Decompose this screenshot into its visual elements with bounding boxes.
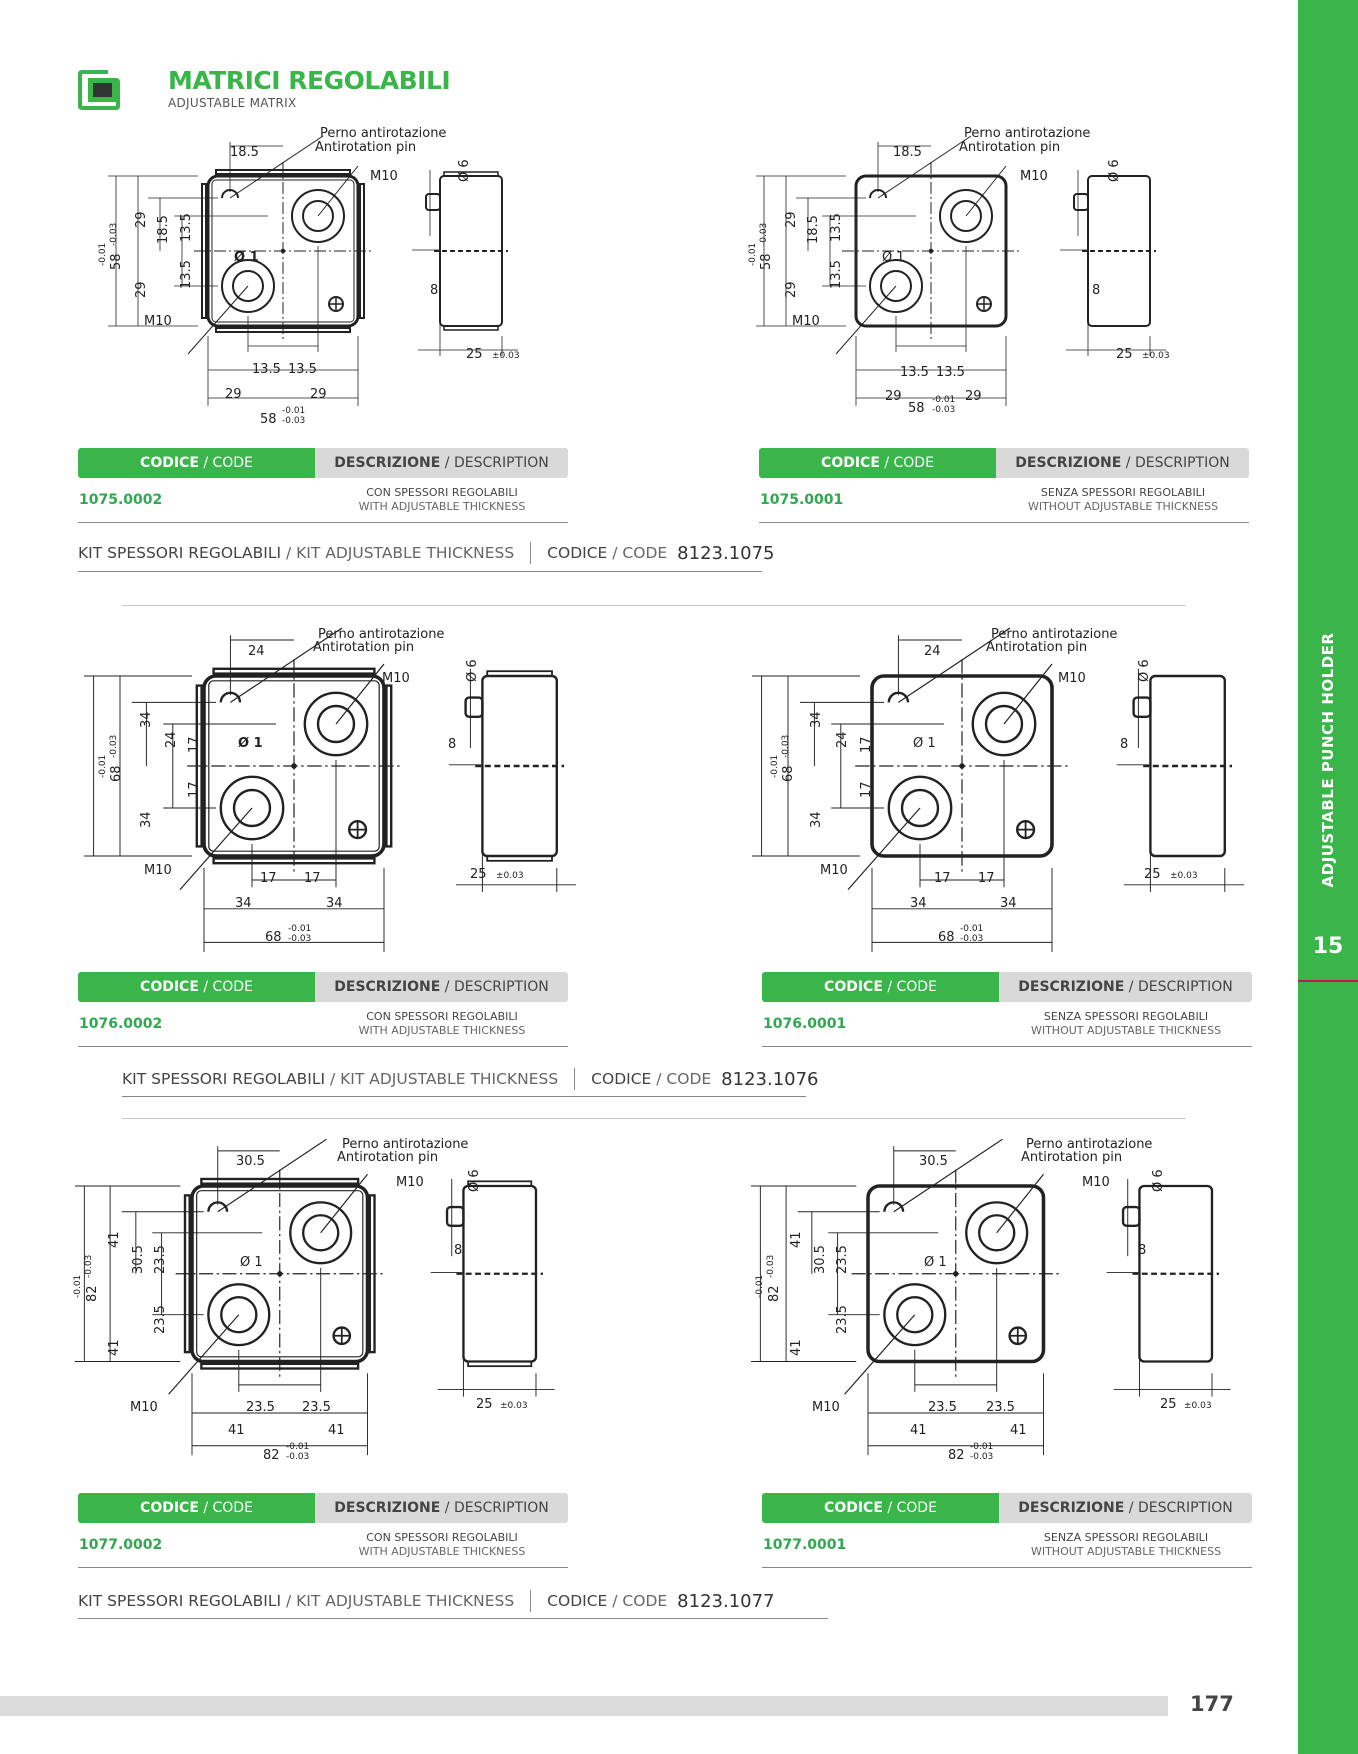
svg-text:M10: M10 bbox=[1058, 671, 1086, 686]
svg-text:8: 8 bbox=[1138, 1243, 1147, 1258]
drawing-1075-0001 bbox=[720, 120, 1200, 430]
svg-text:±0.03: ±0.03 bbox=[492, 351, 520, 361]
svg-text:M10: M10 bbox=[1020, 169, 1048, 184]
svg-text:34: 34 bbox=[235, 896, 252, 911]
chapter-number: 15 bbox=[1312, 934, 1344, 959]
svg-text:Perno antirotazione: Perno antirotazione bbox=[342, 1137, 469, 1152]
table-row: 1076.0002 CON SPESSORI REGOLABILI WITH ADJUSTABLE THICKNESS bbox=[78, 1002, 568, 1047]
table-row: 1077.0001 SENZA SPESSORI REGOLABILI WITHOUT ADJUSTABLE THICKNESS bbox=[762, 1523, 1252, 1568]
svg-text:±0.03: ±0.03 bbox=[1170, 871, 1198, 881]
svg-text:-0.01: -0.01 bbox=[970, 1442, 994, 1452]
svg-text:-0.03: -0.03 bbox=[781, 734, 791, 758]
svg-text:-0.03: -0.03 bbox=[759, 222, 769, 246]
svg-text:-0.03: -0.03 bbox=[970, 1452, 994, 1462]
svg-text:58: 58 bbox=[260, 412, 277, 427]
svg-text:M10: M10 bbox=[130, 1400, 158, 1415]
svg-text:Ø 1: Ø 1 bbox=[238, 736, 263, 751]
svg-text:13.5: 13.5 bbox=[829, 213, 844, 242]
svg-text:-0.01: -0.01 bbox=[73, 1274, 83, 1298]
svg-text:41: 41 bbox=[228, 1423, 245, 1438]
svg-text:41: 41 bbox=[107, 1231, 122, 1248]
svg-text:Antirotation pin: Antirotation pin bbox=[959, 140, 1061, 155]
svg-text:-0.01: -0.01 bbox=[98, 754, 108, 778]
svg-text:M10: M10 bbox=[144, 863, 172, 878]
svg-text:29: 29 bbox=[784, 281, 799, 298]
svg-text:17: 17 bbox=[187, 736, 202, 753]
svg-text:17: 17 bbox=[978, 871, 995, 886]
page-number: 177 bbox=[1190, 1692, 1234, 1716]
table-row: 1075.0002 CON SPESSORI REGOLABILI WITH ADJUSTABLE THICKNESS bbox=[78, 478, 568, 523]
svg-text:24: 24 bbox=[924, 644, 941, 659]
svg-text:13.5: 13.5 bbox=[829, 260, 844, 289]
product-code: 1077.0002 bbox=[79, 1537, 163, 1553]
page-subtitle: ADJUSTABLE MATRIX bbox=[168, 96, 297, 110]
svg-text:8: 8 bbox=[448, 737, 457, 752]
svg-text:18.5: 18.5 bbox=[230, 145, 259, 160]
svg-text:-0.01: -0.01 bbox=[770, 754, 780, 778]
svg-text:29: 29 bbox=[784, 211, 799, 228]
section-divider bbox=[122, 1118, 1186, 1119]
svg-text:29: 29 bbox=[225, 387, 242, 402]
svg-text:17: 17 bbox=[260, 871, 277, 886]
svg-text:-0.03: -0.03 bbox=[932, 405, 956, 415]
svg-text:M10: M10 bbox=[396, 1175, 424, 1190]
product-code: 1076.0001 bbox=[763, 1016, 847, 1032]
svg-text:34: 34 bbox=[139, 711, 154, 728]
svg-text:25: 25 bbox=[1144, 867, 1161, 882]
side-tab-label: ADJUSTABLE PUNCH HOLDER bbox=[1319, 632, 1337, 888]
svg-text:-0.01: -0.01 bbox=[748, 242, 758, 266]
svg-text:41: 41 bbox=[910, 1423, 927, 1438]
svg-text:25: 25 bbox=[1116, 347, 1133, 362]
svg-text:41: 41 bbox=[789, 1231, 804, 1248]
svg-text:23.5: 23.5 bbox=[835, 1245, 850, 1274]
svg-text:M10: M10 bbox=[382, 671, 410, 686]
svg-text:41: 41 bbox=[1010, 1423, 1027, 1438]
svg-text:34: 34 bbox=[910, 896, 927, 911]
svg-text:-0.01: -0.01 bbox=[932, 395, 956, 405]
svg-text:Ø 1: Ø 1 bbox=[913, 736, 936, 751]
kit-underline bbox=[78, 1618, 828, 1619]
svg-text:29: 29 bbox=[885, 389, 902, 404]
svg-text:58: 58 bbox=[109, 253, 124, 270]
svg-text:Antirotation pin: Antirotation pin bbox=[986, 640, 1088, 655]
svg-text:23.5: 23.5 bbox=[302, 1400, 331, 1415]
svg-text:17: 17 bbox=[934, 871, 951, 886]
svg-text:34: 34 bbox=[809, 811, 824, 828]
page-title: MATRICI REGOLABILI bbox=[168, 66, 451, 95]
section-divider bbox=[122, 605, 1186, 606]
svg-text:-0.03: -0.03 bbox=[109, 734, 119, 758]
svg-text:-0.03: -0.03 bbox=[282, 416, 306, 426]
svg-text:34: 34 bbox=[1000, 896, 1017, 911]
svg-text:25: 25 bbox=[466, 347, 483, 362]
svg-text:8: 8 bbox=[430, 283, 439, 298]
kit-line-1077: KIT SPESSORI REGOLABILI / KIT ADJUSTABLE THICKNESS CODICE / CODE 8123.1077 bbox=[78, 1590, 775, 1612]
svg-text:M10: M10 bbox=[812, 1400, 840, 1415]
pin-label-it: Perno antirotazione bbox=[320, 126, 447, 141]
svg-text:M10: M10 bbox=[370, 169, 398, 184]
svg-text:-0.01: -0.01 bbox=[98, 242, 108, 266]
svg-text:17: 17 bbox=[859, 736, 874, 753]
svg-text:Ø 1: Ø 1 bbox=[882, 250, 905, 265]
svg-text:-0.03: -0.03 bbox=[960, 934, 984, 944]
svg-text:M10: M10 bbox=[1082, 1175, 1110, 1190]
svg-text:-0.01: -0.01 bbox=[755, 1274, 765, 1298]
product-code: 1077.0001 bbox=[763, 1537, 847, 1553]
svg-text:M10: M10 bbox=[820, 863, 848, 878]
svg-text:-0.01: -0.01 bbox=[282, 406, 306, 416]
side-tab-label-area bbox=[1300, 0, 1356, 1754]
svg-text:18.5: 18.5 bbox=[156, 215, 171, 244]
svg-text:30.5: 30.5 bbox=[813, 1245, 828, 1274]
svg-text:25: 25 bbox=[470, 867, 487, 882]
svg-text:30.5: 30.5 bbox=[919, 1154, 948, 1169]
svg-text:Ø 6: Ø 6 bbox=[467, 1169, 482, 1192]
svg-text:M10: M10 bbox=[144, 314, 172, 329]
svg-text:8: 8 bbox=[454, 1243, 463, 1258]
drawing-1075-0002 bbox=[70, 120, 550, 430]
svg-text:Ø 6: Ø 6 bbox=[465, 659, 480, 682]
table-row: 1077.0002 CON SPESSORI REGOLABILI WITH ADJUSTABLE THICKNESS bbox=[78, 1523, 568, 1568]
svg-text:24: 24 bbox=[248, 644, 265, 659]
svg-text:18.5: 18.5 bbox=[806, 215, 821, 244]
svg-text:Ø 1: Ø 1 bbox=[234, 250, 259, 265]
kit-code: 8123.1077 bbox=[677, 1590, 775, 1612]
svg-text:-0.03: -0.03 bbox=[288, 934, 312, 944]
svg-text:68: 68 bbox=[938, 930, 955, 945]
svg-text:17: 17 bbox=[859, 781, 874, 798]
svg-text:Perno antirotazione: Perno antirotazione bbox=[1026, 1137, 1153, 1152]
svg-text:23.5: 23.5 bbox=[928, 1400, 957, 1415]
svg-text:-0.01: -0.01 bbox=[960, 924, 984, 934]
svg-text:-0.03: -0.03 bbox=[84, 1254, 94, 1278]
svg-text:±0.03: ±0.03 bbox=[1142, 351, 1170, 361]
svg-text:Antirotation pin: Antirotation pin bbox=[337, 1150, 439, 1165]
svg-text:8: 8 bbox=[1120, 737, 1129, 752]
svg-text:29: 29 bbox=[965, 389, 982, 404]
code-table-1076-0001: CODICE / CODE DESCRIZIONE / DESCRIPTION 1076.0001 SENZA SPESSORI REGOLABILI WITHOUT ADJUSTABLE THICKNESS bbox=[762, 972, 1252, 1047]
svg-text:29: 29 bbox=[134, 281, 149, 298]
product-code: 1075.0001 bbox=[760, 492, 844, 508]
svg-text:13.5: 13.5 bbox=[936, 365, 965, 380]
svg-text:41: 41 bbox=[789, 1339, 804, 1356]
svg-text:68: 68 bbox=[781, 765, 796, 782]
svg-text:68: 68 bbox=[265, 930, 282, 945]
kit-underline bbox=[122, 1096, 806, 1097]
drawing-1077-0001 bbox=[720, 1130, 1212, 1480]
svg-text:24: 24 bbox=[164, 731, 179, 748]
svg-text:23.5: 23.5 bbox=[835, 1305, 850, 1334]
svg-text:58: 58 bbox=[759, 253, 774, 270]
svg-text:Ø 6: Ø 6 bbox=[457, 159, 472, 182]
table-row: 1075.0001 SENZA SPESSORI REGOLABILI WITHOUT ADJUSTABLE THICKNESS bbox=[759, 478, 1249, 523]
code-table-1075-0001: CODICE / CODE DESCRIZIONE / DESCRIPTION 1075.0001 SENZA SPESSORI REGOLABILI WITHOUT ADJUSTABLE THICKNESS bbox=[759, 448, 1249, 523]
svg-text:Antirotation pin: Antirotation pin bbox=[1021, 1150, 1123, 1165]
svg-text:82: 82 bbox=[85, 1285, 100, 1302]
kit-code: 8123.1075 bbox=[677, 542, 775, 564]
drawing-1076-0002 bbox=[70, 620, 550, 950]
code-table-1077-0001: CODICE / CODE DESCRIZIONE / DESCRIPTION 1077.0001 SENZA SPESSORI REGOLABILI WITHOUT ADJUSTABLE THICKNESS bbox=[762, 1493, 1252, 1568]
svg-text:Ø 1: Ø 1 bbox=[240, 1255, 263, 1270]
svg-text:24: 24 bbox=[835, 731, 850, 748]
svg-text:-0.03: -0.03 bbox=[109, 222, 119, 246]
svg-text:17: 17 bbox=[304, 871, 321, 886]
kit-line-1075: KIT SPESSORI REGOLABILI / KIT ADJUSTABLE THICKNESS CODICE / CODE 8123.1075 bbox=[78, 542, 775, 564]
svg-text:23.5: 23.5 bbox=[153, 1245, 168, 1274]
svg-text:±0.03: ±0.03 bbox=[496, 871, 524, 881]
svg-text:Perno antirotazione: Perno antirotazione bbox=[318, 627, 445, 642]
svg-text:23.5: 23.5 bbox=[246, 1400, 275, 1415]
svg-text:18.5: 18.5 bbox=[893, 145, 922, 160]
svg-text:±0.03: ±0.03 bbox=[500, 1401, 528, 1411]
svg-text:68: 68 bbox=[109, 765, 124, 782]
svg-text:25: 25 bbox=[476, 1397, 493, 1412]
svg-text:58: 58 bbox=[908, 401, 925, 416]
svg-text:30.5: 30.5 bbox=[236, 1154, 265, 1169]
svg-text:Perno antirotazione: Perno antirotazione bbox=[991, 627, 1118, 642]
svg-text:-0.01: -0.01 bbox=[288, 924, 312, 934]
svg-text:34: 34 bbox=[326, 896, 343, 911]
svg-text:13.5: 13.5 bbox=[179, 213, 194, 242]
svg-text:±0.03: ±0.03 bbox=[1184, 1401, 1212, 1411]
svg-text:34: 34 bbox=[139, 811, 154, 828]
drawing-1076-0001 bbox=[720, 620, 1200, 950]
footer-bar bbox=[0, 1696, 1168, 1716]
svg-text:Ø 1: Ø 1 bbox=[924, 1255, 947, 1270]
svg-text:29: 29 bbox=[310, 387, 327, 402]
svg-text:Ø 6: Ø 6 bbox=[1137, 659, 1152, 682]
svg-text:13.5: 13.5 bbox=[252, 362, 281, 377]
svg-text:23.5: 23.5 bbox=[986, 1400, 1015, 1415]
svg-text:Ø 6: Ø 6 bbox=[1107, 159, 1122, 182]
kit-code: 8123.1076 bbox=[721, 1068, 819, 1090]
svg-text:41: 41 bbox=[107, 1339, 122, 1356]
drawing-1077-0002 bbox=[70, 1130, 550, 1480]
svg-text:8: 8 bbox=[1092, 283, 1101, 298]
svg-text:Antirotation pin: Antirotation pin bbox=[313, 640, 415, 655]
kit-line-1076: KIT SPESSORI REGOLABILI / KIT ADJUSTABLE THICKNESS CODICE / CODE 8123.1076 bbox=[122, 1068, 819, 1090]
kit-underline bbox=[78, 571, 762, 572]
code-table-1075-0002: CODICE / CODE DESCRIZIONE / DESCRIPTION 1075.0002 CON SPESSORI REGOLABILI WITH ADJUSTABLE THICKNESS bbox=[78, 448, 568, 523]
svg-text:13.5: 13.5 bbox=[179, 260, 194, 289]
svg-text:Ø 6: Ø 6 bbox=[1151, 1169, 1166, 1192]
svg-text:-0.03: -0.03 bbox=[286, 1452, 310, 1462]
svg-text:17: 17 bbox=[187, 781, 202, 798]
product-code: 1076.0002 bbox=[79, 1016, 163, 1032]
svg-text:-0.03: -0.03 bbox=[766, 1254, 776, 1278]
svg-text:-0.01: -0.01 bbox=[286, 1442, 310, 1452]
svg-text:29: 29 bbox=[134, 211, 149, 228]
svg-text:82: 82 bbox=[948, 1448, 965, 1463]
svg-text:M10: M10 bbox=[792, 314, 820, 329]
pin-label-en: Antirotation pin bbox=[315, 140, 417, 155]
svg-text:Perno antirotazione: Perno antirotazione bbox=[964, 126, 1091, 141]
code-table-1077-0002: CODICE / CODE DESCRIZIONE / DESCRIPTION 1077.0002 CON SPESSORI REGOLABILI WITH ADJUSTABLE THICKNESS bbox=[78, 1493, 568, 1568]
code-table-1076-0002: CODICE / CODE DESCRIZIONE / DESCRIPTION 1076.0002 CON SPESSORI REGOLABILI WITH ADJUSTABLE THICKNESS bbox=[78, 972, 568, 1047]
svg-text:41: 41 bbox=[328, 1423, 345, 1438]
svg-text:23.5: 23.5 bbox=[153, 1305, 168, 1334]
svg-text:13.5: 13.5 bbox=[288, 362, 317, 377]
brand-logo-icon bbox=[76, 66, 124, 112]
svg-text:34: 34 bbox=[809, 711, 824, 728]
svg-text:13.5: 13.5 bbox=[900, 365, 929, 380]
table-row: 1076.0001 SENZA SPESSORI REGOLABILI WITHOUT ADJUSTABLE THICKNESS bbox=[762, 1002, 1252, 1047]
svg-text:30.5: 30.5 bbox=[131, 1245, 146, 1274]
svg-text:82: 82 bbox=[767, 1285, 782, 1302]
svg-text:25: 25 bbox=[1160, 1397, 1177, 1412]
product-code: 1075.0002 bbox=[79, 492, 163, 508]
svg-text:82: 82 bbox=[263, 1448, 280, 1463]
